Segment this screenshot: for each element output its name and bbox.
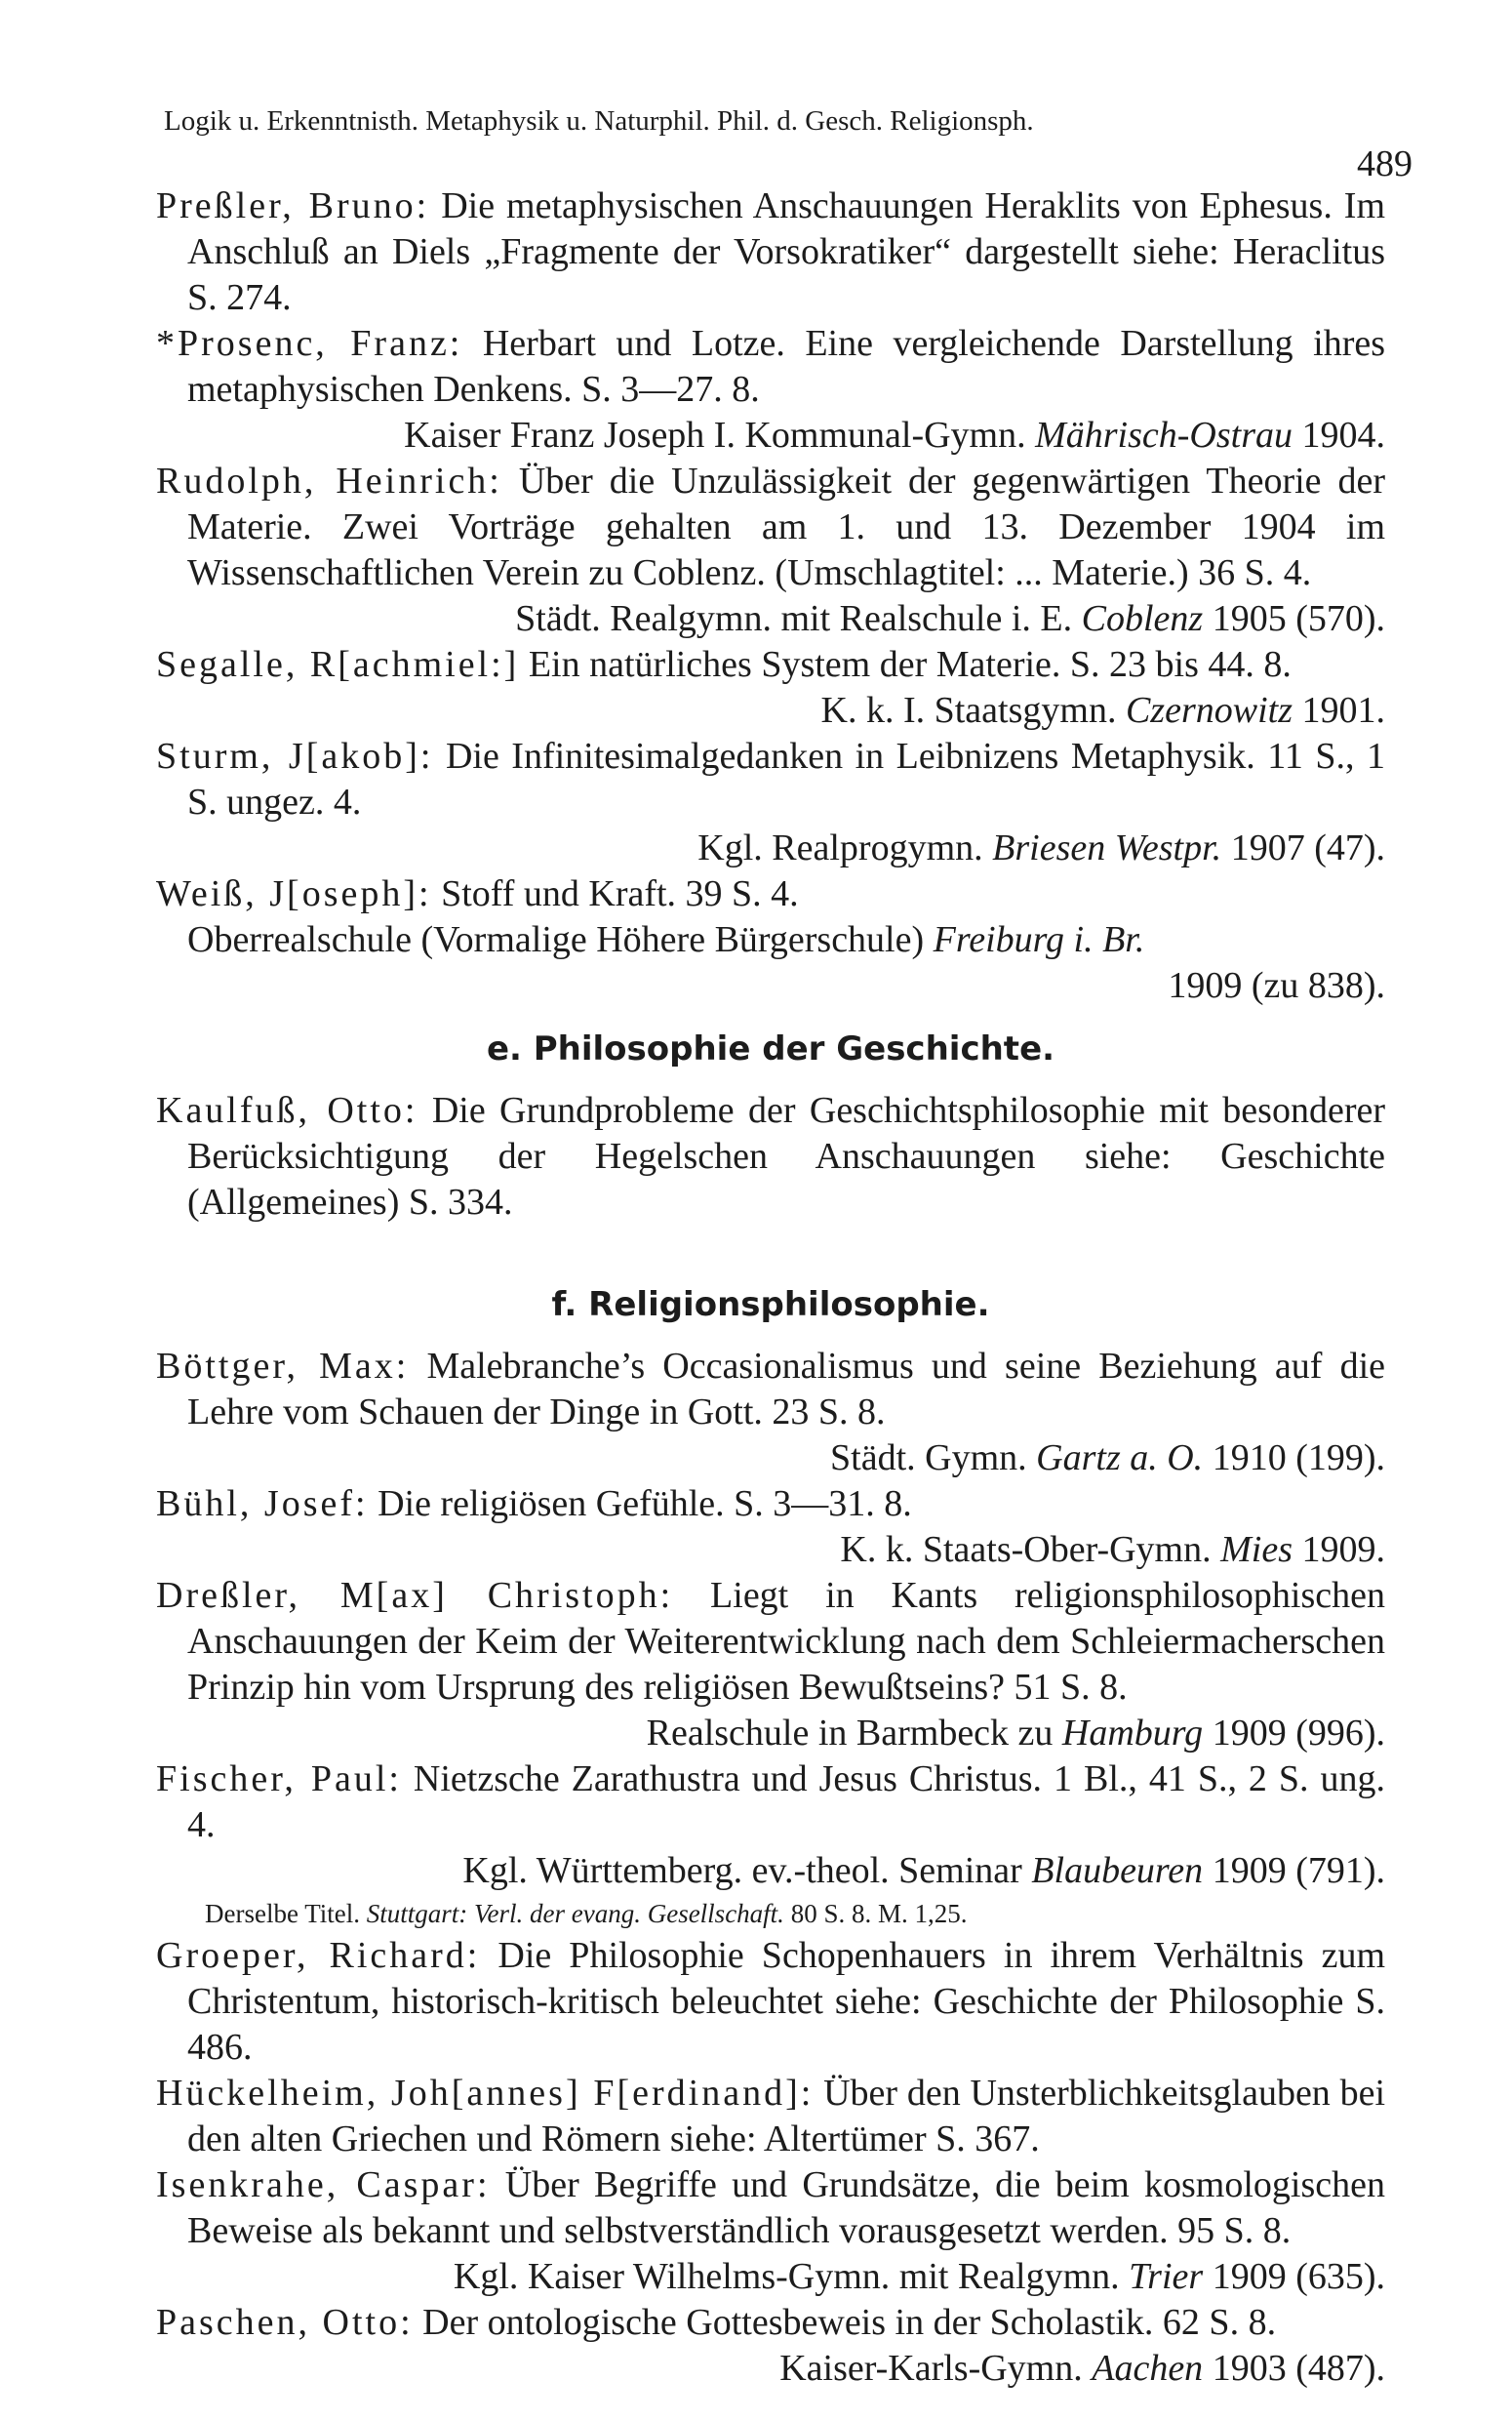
entry-author: Hückelheim, Joh[annes] F[erdinand]: <box>156 2073 815 2114</box>
entry-fischer <box>156 1756 1385 1848</box>
entry-buehl <box>156 1481 1385 1527</box>
entry-institution-line <box>156 1527 1385 1573</box>
entry-text: Malebranche’s Occasionalismus und seine Beziehung auf die Lehre vom Schauen der Dinge in Gott. 23 S. 8. <box>187 1346 1385 1432</box>
entry-author: Paschen, Otto: <box>156 2302 414 2343</box>
entry-text: Über Begriffe und Grundsätze, die beim kosmologischen Beweise als bekannt und selbstverständlich vorausgesetzt werden. 95 S. 8. <box>187 2164 1385 2251</box>
entry-place: Mies <box>1220 1529 1293 1570</box>
entry-publication-note <box>156 1894 1385 1933</box>
entry-sturm <box>156 734 1385 826</box>
entry-author: Rudolph, Heinrich: <box>156 461 502 502</box>
entry-text: Liegt in Kants religionsphilosophischen Anschauungen der Keim der Weiterentwicklung nach dem Schleiermacherschen Prinzip hin vom Ursprung des religiösen Bewußtseins? 51 S. 8. <box>187 1575 1386 1708</box>
entry-text: Der ontologische Gottesbeweis in der Scholastik. 62 S. 8. <box>422 2302 1277 2343</box>
entry-text: Die metaphysischen Anschauungen Heraklits von Ephesus. Im Anschluß an Diels „Fragmente der Vorsokratiker“ dargestellt siehe: Heraclitus S. 274. <box>187 185 1385 318</box>
entry-author: Bühl, Josef: <box>156 1483 369 1524</box>
entry-rudolph <box>156 459 1385 596</box>
entry-dressler <box>156 1573 1385 1711</box>
entry-year: 1901. <box>1301 690 1385 731</box>
pub-suffix: 80 S. 8. M. 1,25. <box>790 1899 968 1928</box>
section-heading-religionsphilosophie: f. Religionsphilosophie. <box>551 1285 990 1324</box>
entry-groeper <box>156 1933 1385 2071</box>
pub-publisher: Stuttgart: Verl. der evang. Gesellschaft. <box>366 1899 784 1928</box>
entry-place: Gartz a. O. <box>1036 1437 1204 1478</box>
entry-hueckelheim <box>156 2071 1385 2162</box>
entry-year-line <box>156 963 1385 1009</box>
entry-institution: Realschule in Barmbeck zu <box>646 1713 1054 1754</box>
entry-prosenc <box>156 321 1385 413</box>
entry-year: 1909 (635). <box>1212 2256 1385 2297</box>
entry-institution: Städt. Gymn. <box>830 1437 1027 1478</box>
entry-year: 1905 (570). <box>1212 598 1385 639</box>
entry-text: Die religiösen Gefühle. S. 3—31. 8. <box>378 1483 912 1524</box>
entry-institution-line <box>156 1848 1385 1894</box>
entry-place: Briesen Westpr. <box>992 827 1222 868</box>
entry-year: 1909 (791). <box>1212 1850 1385 1891</box>
entry-paschen <box>156 2300 1385 2346</box>
entry-institution-line <box>156 2254 1385 2300</box>
entry-institution: K. k. I. Staatsgymn. <box>820 690 1117 731</box>
entry-text: Über den Unsterblichkeitsglauben bei den alten Griechen und Römern siehe: Altertümer S. 367. <box>187 2073 1386 2159</box>
entry-year: 1909 (zu 838). <box>1168 965 1385 1006</box>
entry-author: Böttger, Max: <box>156 1346 410 1387</box>
entry-place: Mährisch-Ostrau <box>1035 415 1293 456</box>
entry-institution-line <box>156 826 1385 871</box>
entry-text: Nietzsche Zarathustra und Jesus Christus. 1 Bl., 41 S., 2 S. ung. 4. <box>187 1758 1385 1845</box>
entry-place: Freiburg i. Br. <box>933 919 1145 960</box>
entry-weiss <box>156 871 1385 917</box>
entry-place: Coblenz <box>1081 598 1204 639</box>
entry-kaulfuss <box>156 1088 1385 1226</box>
entry-author: Segalle, R[achmiel:] <box>156 644 520 685</box>
entry-institution: Kaiser Franz Joseph I. Kommunal-Gymn. <box>404 415 1026 456</box>
entry-institution: Kgl. Württemberg. ev.-theol. Seminar <box>462 1850 1022 1891</box>
entry-institution-line <box>156 596 1385 642</box>
entry-text: Die Grundprobleme der Geschichtsphilosophie mit besonderer Berücksichtigung der Hegelschen Anschauungen siehe: Geschichte (Allgemeines) S. 334. <box>187 1090 1385 1223</box>
entry-text: Über die Unzulässigkeit der gegenwärtigen Theorie der Materie. Zwei Vorträge gehalten am 1. und 13. Dezember 1904 im Wissenschaftlichen Verein zu Coblenz. (Umschlagtitel: ... Materie.) 36 S. 4. <box>187 461 1386 593</box>
entry-institution-line <box>156 917 1385 963</box>
entry-year: 1903 (487). <box>1212 2348 1385 2389</box>
entry-author: Sturm, J[akob]: <box>156 736 434 777</box>
entry-institution-line <box>156 2346 1385 2392</box>
entry-text: Die Philosophie Schopenhauers in ihrem Verhältnis zum Christentum, historisch-kritisch beleuchtet siehe: Geschichte der Philosophie S. 486. <box>187 1935 1386 2068</box>
entry-text: Stoff und Kraft. 39 S. 4. <box>441 873 799 914</box>
entry-text: Ein natürliches System der Materie. S. 23 bis 44. 8. <box>528 644 1292 685</box>
entry-institution: Kaiser-Karls-Gymn. <box>779 2348 1083 2389</box>
entry-isenkrahe <box>156 2162 1385 2254</box>
entry-place: Blaubeuren <box>1031 1850 1204 1891</box>
entry-year: 1910 (199). <box>1212 1437 1385 1478</box>
running-head <box>164 92 1413 184</box>
entry-author: Fischer, Paul: <box>156 1758 402 1799</box>
page-number: 489 <box>1357 143 1413 184</box>
entry-author: Weiß, J[oseph]: <box>156 873 432 914</box>
entry-institution-line <box>156 1435 1385 1481</box>
entry-text: Herbart und Lotze. Eine vergleichende Darstellung ihres metaphysischen Denkens. S. 3—27. 8. <box>187 323 1386 410</box>
entry-author: Dreßler, M[ax] Christoph: <box>156 1575 674 1616</box>
entry-year: 1907 (47). <box>1230 827 1385 868</box>
running-head-text: Logik u. Erkenntnisth. Metaphysik u. Naturphil. Phil. d. Gesch. Religionsph. <box>164 105 1034 137</box>
section-spacer <box>156 1226 1385 1265</box>
entry-institution-line <box>156 413 1385 459</box>
entry-author: Preßler, Bruno: <box>156 185 430 226</box>
entry-year: 1909. <box>1301 1529 1385 1570</box>
entry-pressler <box>156 183 1385 321</box>
entry-author: Groeper, Richard: <box>156 1935 481 1976</box>
section-heading-philosophie-der-geschichte: e. Philosophie der Geschichte. <box>486 1029 1055 1069</box>
entry-institution-line <box>156 1711 1385 1756</box>
entry-place: Aachen <box>1092 2348 1204 2389</box>
entry-year: 1904. <box>1301 415 1385 456</box>
entry-institution: K. k. Staats-Ober-Gymn. <box>840 1529 1212 1570</box>
entry-place: Czernowitz <box>1125 690 1293 731</box>
entry-segalle <box>156 642 1385 688</box>
entry-place: Hamburg <box>1061 1713 1204 1754</box>
entry-boettger <box>156 1344 1385 1435</box>
entry-institution: Kgl. Realprogymn. <box>697 827 983 868</box>
entry-place: Trier <box>1129 2256 1204 2297</box>
entry-institution: Kgl. Kaiser Wilhelms-Gymn. mit Realgymn. <box>453 2256 1120 2297</box>
entry-author: Kaulfuß, Otto: <box>156 1090 418 1131</box>
entry-institution: Oberrealschule (Vormalige Höhere Bürgerschule) <box>187 919 925 960</box>
entry-author: Isenkrahe, Caspar: <box>156 2164 491 2205</box>
bibliography-content <box>156 183 1385 2392</box>
entry-institution: Städt. Realgymn. mit Realschule i. E. <box>515 598 1073 639</box>
entry-author: *Prosenc, Franz: <box>156 323 463 364</box>
pub-prefix: Derselbe Titel. <box>205 1899 360 1928</box>
entry-year: 1909 (996). <box>1212 1713 1385 1754</box>
entry-text: Die Infinitesimalgedanken in Leibnizens Metaphysik. 11 S., 1 S. ungez. 4. <box>187 736 1385 823</box>
entry-institution-line <box>156 688 1385 734</box>
